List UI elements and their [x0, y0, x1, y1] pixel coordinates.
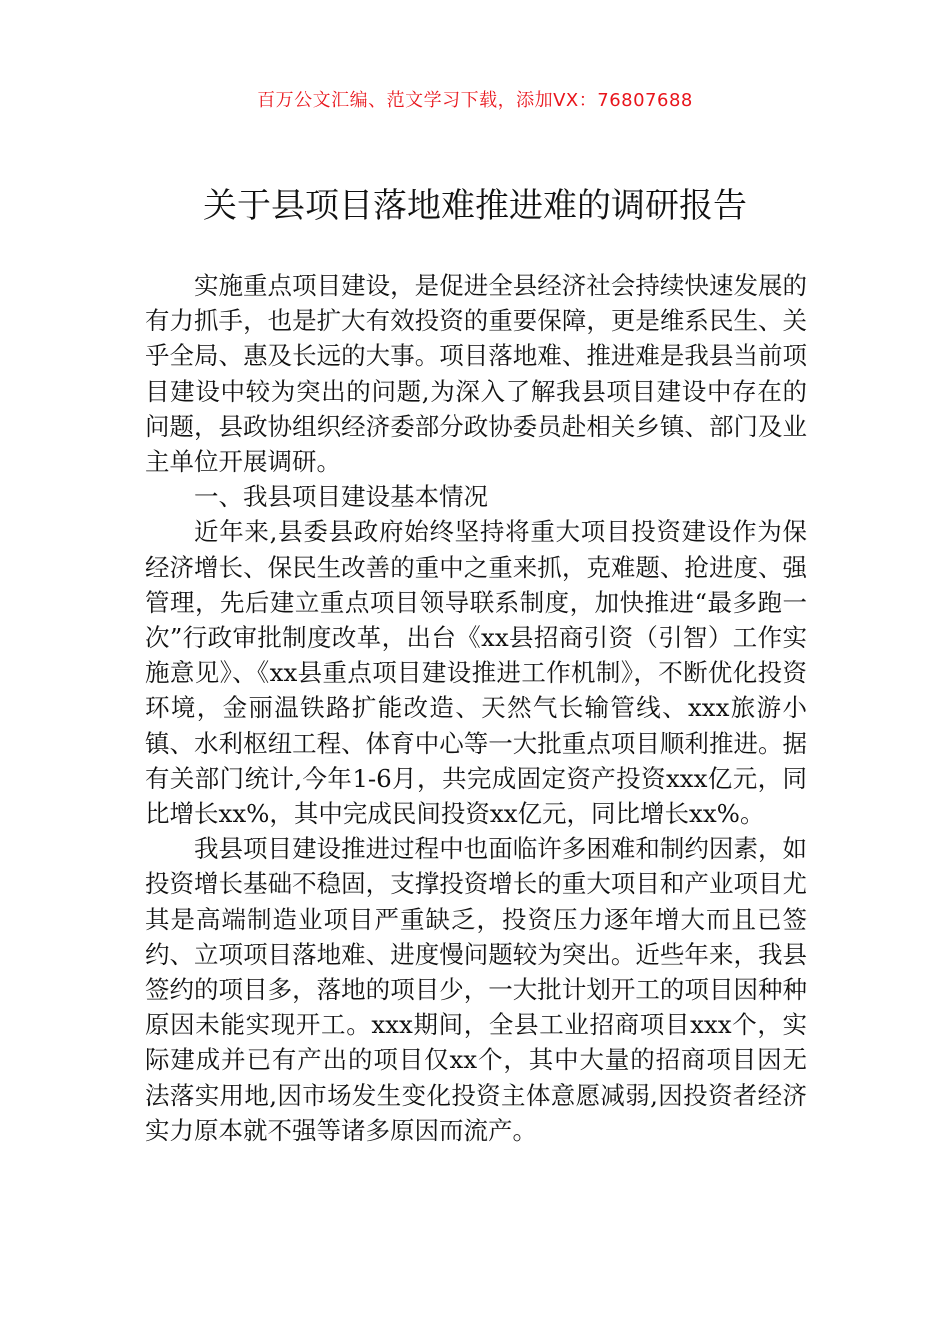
section-heading: 一、我县项目建设基本情况	[194, 482, 488, 512]
paragraph-intro: 实施重点项目建设，是促进全县经济社会持续快速发展的有力抓手，也是扩大有效投资的重要保障，更是维系民生、关乎全局、惠及长远的大事。项目落地难、推进难是我县当前项目建设中较为突出的问题,为深入了解我县项目建设中存在的问题，县政协组织经济委部分政协委员赴相关乡镇、部门及业主单位开展调研。	[145, 271, 807, 477]
paragraph-difficulties: 我县项目建设推进过程中也面临许多困难和制约因素，如投资增长基础不稳固，支撑投资增长的重大项目和产业项目尤其是高端制造业项目严重缺乏，投资压力逐年增大而且已签约、立项项目落地难、进度慢问题较为突出。近些年来，我县签约的项目多，落地的项目少，一大批计划开工的项目因种种原因未能实现开工。xxx期间，全县工业招商项目xxx个，实际建成并已有产出的项目仅xx个，其中大量的招商项目因无法落实用地,因市场发生变化投资主体意愿减弱,因投资者经济实力原本就不强等诸多原因而流产。	[145, 834, 807, 1145]
paragraph-overview: 近年来,县委县政府始终坚持将重大项目投资建设作为保经济增长、保民生改善的重中之重来抓，克难题、抢进度、强管理，先后建立重点项目领导联系制度，加快推进“最多跑一次”行政审批制度改革，出台《xx县招商引资（引智）工作实施意见》、《xx县重点项目建设推进工作机制》，不断优化投资环境，金丽温铁路扩能改造、天然气长输管线、xxx旅游小镇、水利枢纽工程、体育中心等一大批重点项目顺利推进。据有关部门统计,今年1-6月，共完成固定资产投资xxx亿元，同比增长xx%，其中完成民间投资xx亿元，同比增长xx%。	[145, 517, 807, 829]
document-title: 关于县项目落地难推进难的调研报告	[203, 186, 747, 226]
header-note: 百万公文汇编、范文学习下载，添加VX：76807688	[257, 90, 693, 111]
document-body	[145, 268, 807, 1148]
